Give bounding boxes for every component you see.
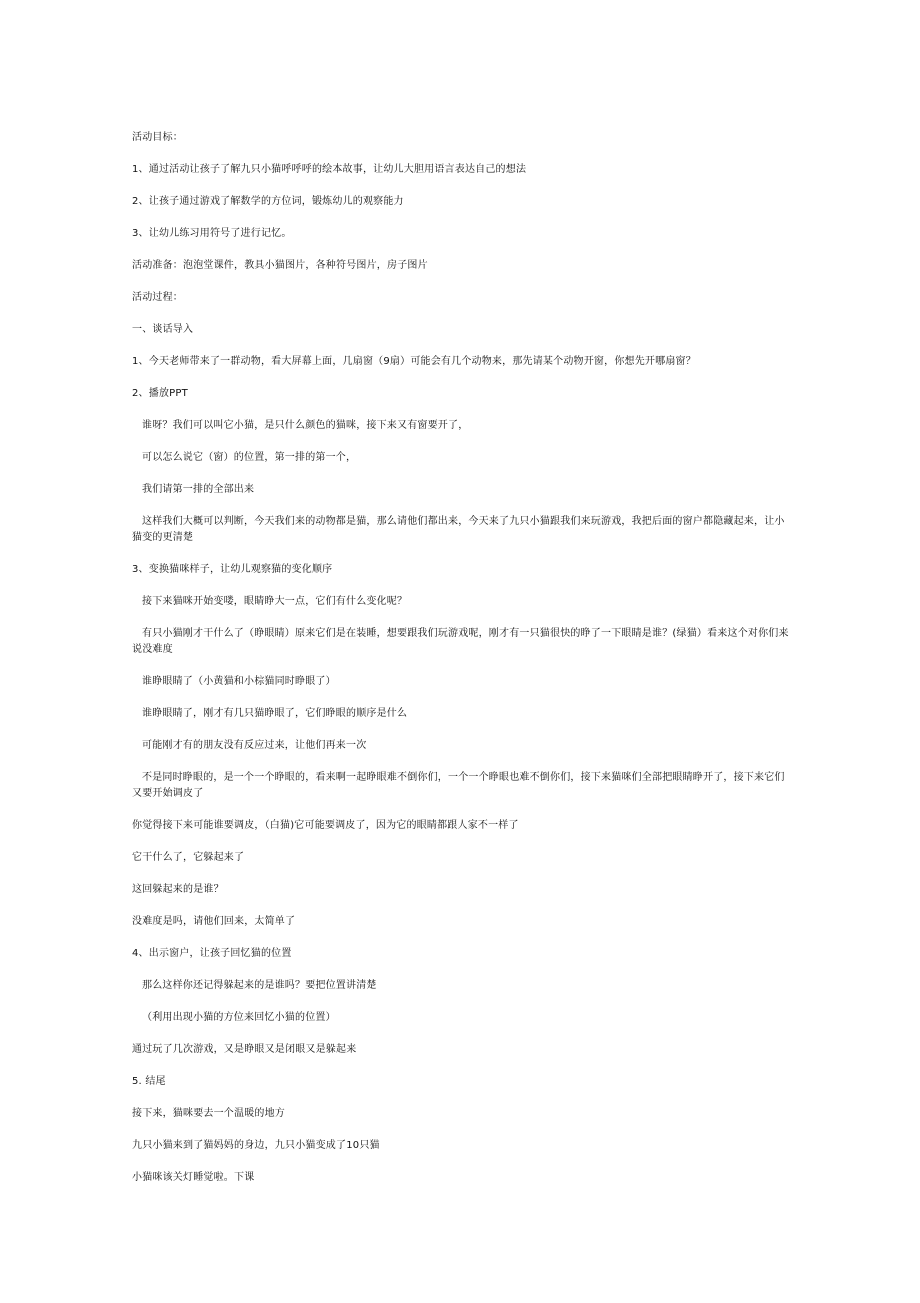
process-step-intro-heading: 一、谈话导入 — [132, 324, 194, 335]
process-paragraph: 5. 结尾 — [132, 1076, 166, 1087]
process-paragraph: 它干什么了，它躲起来了 — [132, 852, 245, 863]
process-paragraph: （利用出现小猫的方位来回忆小猫的位置） — [142, 1012, 336, 1023]
process-paragraph: 九只小猫来到了猫妈妈的身边，九只小猫变成了10只猫 — [132, 1140, 380, 1151]
section-heading-goals: 活动目标： — [132, 132, 183, 143]
process-paragraph: 不是同时睁眼的，是一个一个睁眼的，看来啊一起睁眼难不倒你们，一个一个睁眼也难不倒你们，接下来猫咪们全部把眼睛睁开了，接下来它们又要开始调皮了 — [132, 772, 785, 799]
process-paragraph: 谁睁眼睛了（小黄猫和小棕猫同时睁眼了） — [142, 676, 336, 687]
document-body — [132, 130, 792, 1202]
process-paragraph: 可能刚才有的朋友没有反应过来，让他们再来一次 — [142, 740, 367, 751]
process-paragraph: 谁睁眼睛了，刚才有几只猫睁眼了，它们睁眼的顺序是什么 — [142, 708, 408, 719]
process-paragraph: 3、变换猫咪样子，让幼儿观察猫的变化顺序 — [132, 564, 333, 575]
process-paragraph: 谁呀？我们可以叫它小猫，是只什么颜色的猫咪，接下来又有窗要开了， — [142, 420, 469, 431]
goal-item-2: 2、让孩子通过游戏了解数学的方位词，锻炼幼儿的观察能力 — [132, 196, 404, 207]
goal-item-1: 1、通过活动让孩子了解九只小猫呼呼呼的绘本故事，让幼儿大胆用语言表达自己的想法 — [132, 164, 527, 175]
process-paragraph: 2、播放PPT — [132, 388, 188, 399]
process-paragraph: 小猫咪该关灯睡觉啦。下课 — [132, 1172, 255, 1183]
process-paragraph: 接下来猫咪开始变喽，眼睛睁大一点，它们有什么变化呢？ — [142, 596, 408, 607]
process-paragraph: 可以怎么说它（窗）的位置，第一排的第一个， — [142, 452, 357, 463]
process-paragraph: 这回躲起来的是谁？ — [132, 884, 224, 895]
process-paragraph: 那么这样你还记得躲起来的是谁吗？要把位置讲清楚 — [142, 980, 377, 991]
process-paragraph: 我们请第一排的全部出来 — [142, 484, 255, 495]
process-paragraph: 这样我们大概可以判断，今天我们来的动物都是猫，那么请他们都出来，今天来了九只小猫跟我们来玩游戏，我把后面的窗户都隐藏起来，让小猫变的更清楚 — [132, 516, 785, 543]
process-paragraph: 通过玩了几次游戏，又是睁眼又是闭眼又是躲起来 — [132, 1044, 357, 1055]
process-paragraph: 有只小猫刚才干什么了（睁眼睛）原来它们是在装睡，想要跟我们玩游戏呢，刚才有一只猫很快的睁了一下眼睛是谁？(绿猫）看来这个对你们来说没难度 — [132, 628, 789, 655]
preparation-line: 活动准备：泡泡堂课件，教具小猫图片，各种符号图片，房子图片 — [132, 260, 428, 271]
process-paragraph: 你觉得接下来可能谁要调皮，（白猫)它可能要调皮了，因为它的眼睛都跟人家不一样了 — [132, 820, 519, 831]
section-heading-process: 活动过程： — [132, 292, 183, 303]
process-paragraph: 接下来，猫咪要去一个温暖的地方 — [132, 1108, 285, 1119]
process-paragraph: 4、出示窗户，让孩子回忆猫的位置 — [132, 948, 292, 959]
goal-item-3: 3、让幼儿练习用符号了进行记忆。 — [132, 228, 292, 239]
process-paragraph: 没难度是吗，请他们回来，太简单了 — [132, 916, 296, 927]
process-paragraph: 1、今天老师带来了一群动物，看大屏幕上面，几扇窗（9扇）可能会有几个动物来，那先请某个动物开窗，你想先开哪扇窗？ — [132, 356, 696, 367]
